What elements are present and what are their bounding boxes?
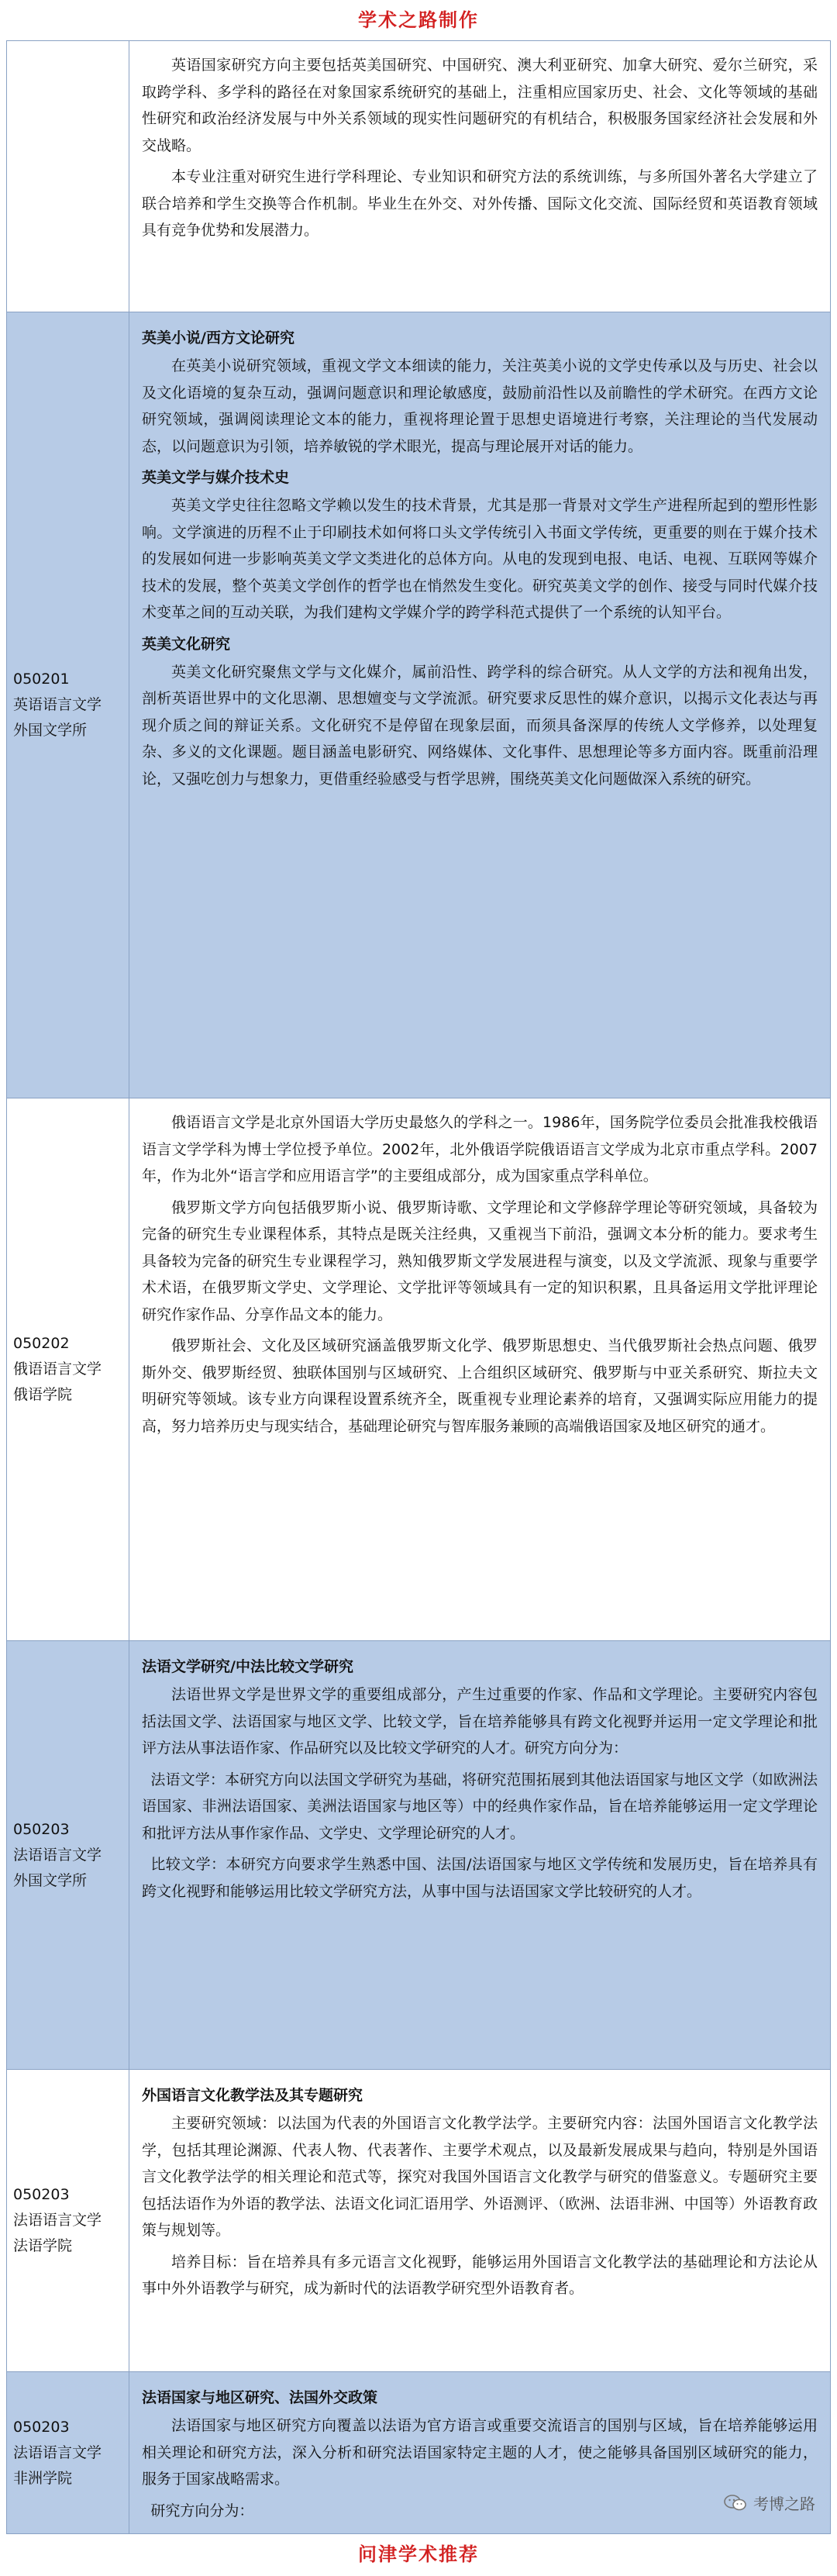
code-cell [7, 1641, 129, 2070]
major-code: 050203 [13, 2186, 70, 2203]
major-name: 法语语言文学 [13, 2212, 102, 2229]
section-heading: 英美小说/西方文论研究 [142, 329, 294, 347]
section-heading: 英美文学与媒介技术史 [142, 469, 290, 486]
major-name: 英语语言文学 [13, 696, 102, 713]
table-row [7, 1641, 831, 2070]
paragraph: 本专业注重对研究生进行学科理论、专业知识和研究方法的系统训练，与多所国外著名大学建立了联合培养和学生交换等合作机制。毕业生在外交、对外传播、国际文化交流、国际经贸和英语教育领域具有竞争优势和发展潜力。 [142, 168, 818, 239]
school-name: 法语学院 [13, 2237, 73, 2254]
table-row [7, 41, 831, 312]
major-code: 050203 [13, 2418, 70, 2436]
paragraph: 主要研究领域：以法国为代表的外国语言文化教学法学。主要研究内容：法国外国语言文化教学法学，包括其理论渊源、代表人物、代表著作、主要学术观点，以及最新发展成果与趋向，特别是外国语言文化教学法学的相关理论和范式等，探究对我国外国语言文化教学与研究的借鉴意义。专题研究主要包括法语作为外语的教学法、法语文化词汇语用学、外语测评、（欧洲、法语非洲、中国等）外语教育政策与规划等。 [142, 2115, 818, 2239]
paragraph: 英美文学史往往忽略文学赖以发生的技术背景，尤其是那一背景对文学生产进程所起到的塑形性影响。文学演进的历程不止于印刷技术如何将口头文学传统引入书面文学传统，更重要的则在于媒介技术的发展如何进一步影响英美文学文类进化的总体方向。从电的发现到电报、电话、电视、互联网等媒介技术的发展，整个英美文学创作的哲学也在悄然发生变化。研究英美文学的创作、接受与同时代媒介技术变革之间的互动关联，为我们建构文学媒介学的跨学科范式提供了一个系统的认知平台。 [142, 497, 818, 621]
paragraph: 研究方向分为： [150, 2502, 254, 2519]
paragraph: 法语国家与地区研究方向覆盖以法语为官方语言或重要交流语言的国别与区域，旨在培养能够运用相关理论和研究方法，深入分析和研究法语国家特定主题的人才，使之能够具备国别区域研究的能力，服务于国家战略需求。 [142, 2417, 818, 2488]
section-heading: 英美文化研究 [142, 635, 231, 653]
paragraph: 俄罗斯社会、文化及区域研究涵盖俄罗斯文化学、俄罗斯思想史、当代俄罗斯社会热点问题、俄罗斯外交、俄罗斯经贸、独联体国别与区域研究、上合组织区域研究、俄罗斯与中亚关系研究、斯拉夫文明研究等领域。该专业方向课程设置系统齐全，既重视专业理论素养的培育，又强调实际应用能力的提高，努力培养历史与现实结合，基础理论研究与智库服务兼顾的高端俄语国家及地区研究的通才。 [142, 1337, 818, 1435]
paragraph: 在英美小说研究领域，重视文学文本细读的能力，关注英美小说的文学史传承以及与历史、社会以及文化语境的复杂互动，强调问题意识和理论敏感度，鼓励前沿性以及前瞻性的学术研究。在西方文论研究领域，强调阅读理论文本的能力，重视将理论置于思想史语境进行考察，关注理论的当代发展动态，以问题意识为引领，培养敏锐的学术眼光，提高与理论展开对话的能力。 [142, 357, 818, 455]
table-row [7, 1098, 831, 1641]
paragraph: 英语国家研究方向主要包括英美国研究、中国研究、澳大利亚研究、加拿大研究、爱尔兰研究，采取跨学科、多学科的路径在对象国家系统研究的基础上，注重相应国家历史、社会、文化等领域的基础性研究和政治经济发展与中外关系领域的现实性问题研究的有机结合，积极服务国家经济社会发展和外交战略。 [142, 57, 818, 154]
school-name: 非洲学院 [13, 2469, 73, 2487]
major-name: 法语语言文学 [13, 2443, 102, 2461]
major-code: 050202 [13, 1335, 70, 1352]
content-cell [129, 41, 831, 312]
code-cell [7, 2070, 129, 2372]
major-code: 050201 [13, 671, 70, 688]
table-row [7, 2070, 831, 2372]
footer-banner: 问津学术推荐 [358, 2543, 479, 2565]
section-heading: 法语国家与地区研究、法国外交政策 [142, 2389, 378, 2406]
paragraph: 法语文学：本研究方向以法国文学研究为基础，将研究范围拓展到其他法语国家与地区文学（如欧洲法语国家、非洲法语国家、美洲法语国家与地区等）中的经典作家作品，旨在培养能够运用一定文学理论和批评方法从事作家作品、文学史、文学理论研究的人才。 [142, 1771, 818, 1842]
paragraph: 培养目标：旨在培养具有多元语言文化视野，能够运用外国语言文化教学法的基础理论和方法论从事中外外语教学与研究，成为新时代的法语教学研究型外语教育者。 [142, 2253, 818, 2297]
major-name: 法语语言文学 [13, 1846, 102, 1864]
watermark [724, 2492, 815, 2514]
content-cell [129, 2070, 831, 2372]
watermark-text: 考博之路 [753, 2495, 815, 2513]
content-cell [129, 312, 831, 1098]
paragraph: 英美文化研究聚焦文学与文化媒介，属前沿性、跨学科的综合研究。从人文学的方法和视角出发，剖析英语世界中的文化思潮、思想嬗变与文学流派。研究要求反思性的媒介意识，以揭示文化表达与再现介质之间的辩证关系。文化研究不是停留在现象层面，而须具备深厚的传统人文学修养，以处理复杂、多义的文化课题。题目涵盖电影研究、网络媒体、文化事件、思想理论等多方面内容。既重前沿理论，又强吃创力与想象力，更借重经验感受与哲学思辨，围绕英美文化问题做深入系统的研究。 [142, 663, 818, 788]
table-row [7, 312, 831, 1098]
school-name: 外国文学所 [13, 1871, 88, 1889]
content-cell [129, 1641, 831, 2070]
code-cell [7, 1098, 129, 1641]
code-cell [7, 41, 129, 312]
section-heading: 法语文学研究/中法比较文学研究 [142, 1658, 353, 1675]
school-name: 俄语学院 [13, 1386, 73, 1403]
paragraph: 法语世界文学是世界文学的重要组成部分，产生过重要的作家、作品和文学理论。主要研究内容包括法国文学、法语国家与地区文学、比较文学，旨在培养能够具有跨文化视野并运用一定文学理论和批评方法从事法语作家、作品研究以及比较文学研究的人才。研究方向分为： [142, 1686, 818, 1757]
content-cell [129, 1098, 831, 1641]
program-table [6, 40, 831, 2534]
school-name: 外国文学所 [13, 722, 88, 739]
code-cell [7, 312, 129, 1098]
code-cell [7, 2372, 129, 2534]
major-name: 俄语语言文学 [13, 1360, 102, 1378]
paragraph: 俄语语言文学是北京外国语大学历史最悠久的学科之一。1986年，国务院学位委员会批准我校俄语语言文学学科为博士学位授予单位。2002年，北外俄语学院俄语语言文学成为北京市重点学科。2007年，作为北外“语言学和应用语言学”的主要组成部分，成为国家重点学科单位。 [142, 1114, 818, 1185]
wechat-icon [724, 2494, 747, 2512]
header-banner: 学术之路制作 [358, 9, 479, 31]
major-code: 050203 [13, 1820, 70, 1838]
section-heading: 外国语言文化教学法及其专题研究 [142, 2087, 363, 2104]
paragraph: 比较文学：本研究方向要求学生熟悉中国、法国/法语国家与地区文学传统和发展历史，旨在培养具有跨文化视野和能够运用比较文学研究方法，从事中国与法语国家文学比较研究的人才。 [142, 1856, 818, 1900]
table-row [7, 2372, 831, 2534]
paragraph: 俄罗斯文学方向包括俄罗斯小说、俄罗斯诗歌、文学理论和文学修辞学理论等研究领域，具备较为完备的研究生专业课程体系，其特点是既关注经典，又重视当下前沿，强调文本分析的能力。要求考生具备较为完备的研究生专业课程学习，熟知俄罗斯文学发展进程与演变，以及文学流派、现象与重要学术术语，在俄罗斯文学史、文学理论、文学批评等领域具有一定的知识积累，且具备运用文学批评理论研究作家作品、分享作品文本的能力。 [142, 1198, 818, 1323]
